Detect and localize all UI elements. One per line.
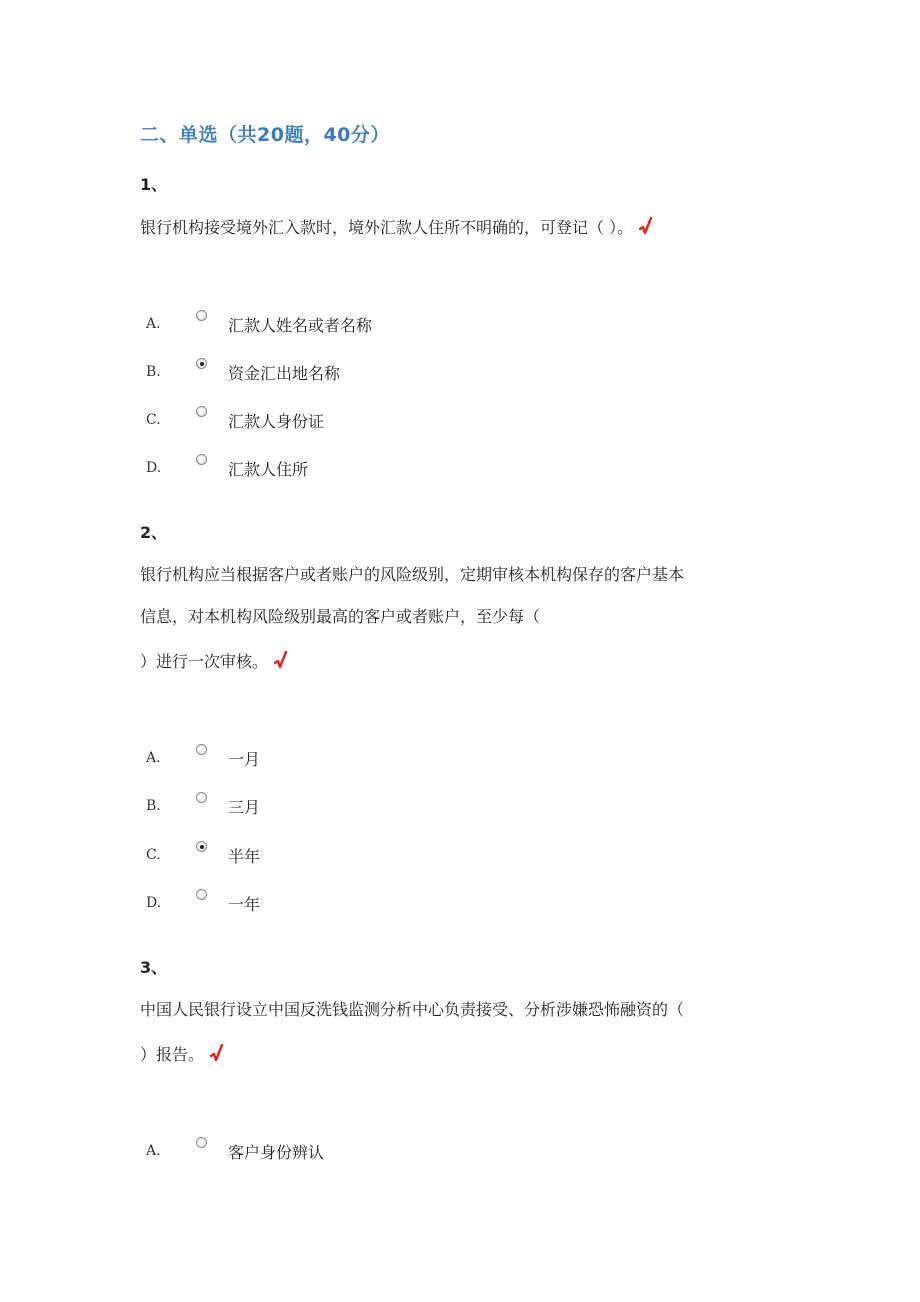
- question-text-line: [140, 216, 653, 244]
- check-mark-icon: [639, 217, 653, 244]
- radio-button[interactable]: [196, 406, 207, 417]
- option-letter: A.: [146, 1143, 161, 1159]
- option-letter: A.: [146, 750, 161, 766]
- question-text: ）报告。: [140, 1045, 205, 1064]
- radio-button[interactable]: [196, 889, 207, 900]
- check-mark-icon: [274, 651, 288, 678]
- question-text-line: [140, 650, 288, 678]
- question-number: 3、: [140, 958, 168, 977]
- option-label: 汇款人姓名或者名称: [228, 316, 373, 335]
- question-text-line: [140, 1043, 224, 1071]
- option-label: 一月: [228, 750, 261, 769]
- option-row[interactable]: [146, 744, 646, 774]
- option-row[interactable]: [146, 841, 646, 871]
- option-label: 汇款人住所: [228, 460, 309, 479]
- radio-button[interactable]: [196, 310, 207, 321]
- radio-button-selected[interactable]: [196, 841, 207, 852]
- option-row[interactable]: [146, 310, 646, 340]
- section-title: 二、单选（共20题，40分）: [140, 124, 390, 146]
- option-letter: C.: [146, 847, 161, 863]
- option-row[interactable]: [146, 792, 646, 822]
- question-number: 2、: [140, 523, 168, 542]
- option-letter: C.: [146, 412, 161, 428]
- radio-button[interactable]: [196, 454, 207, 465]
- radio-button[interactable]: [196, 792, 207, 803]
- option-row[interactable]: [146, 454, 646, 484]
- option-label: 一年: [228, 895, 261, 914]
- option-row[interactable]: [146, 406, 646, 436]
- option-label: 资金汇出地名称: [228, 364, 341, 383]
- option-row[interactable]: [146, 358, 646, 388]
- option-letter: D.: [146, 460, 162, 476]
- question-text: ）进行一次审核。: [140, 652, 269, 671]
- question-text-line: 信息，对本机构风险级别最高的客户或者账户，至少每（: [140, 607, 541, 626]
- radio-button-selected[interactable]: [196, 358, 207, 369]
- option-row[interactable]: [146, 889, 646, 919]
- option-label: 半年: [228, 847, 261, 866]
- check-mark-icon: [210, 1044, 224, 1071]
- radio-button[interactable]: [196, 1137, 207, 1148]
- option-row[interactable]: [146, 1137, 646, 1167]
- question-text: 银行机构接受境外汇入款时，境外汇款人住所不明确的，可登记（ ）。: [140, 218, 634, 237]
- option-label: 汇款人身份证: [228, 412, 325, 431]
- option-letter: A.: [146, 316, 161, 332]
- option-label: 客户身份辨认: [228, 1143, 325, 1162]
- option-letter: B.: [146, 798, 161, 814]
- option-letter: D.: [146, 895, 162, 911]
- radio-button[interactable]: [196, 744, 207, 755]
- question-text-line: 中国人民银行设立中国反洗钱监测分析中心负责接受、分析涉嫌恐怖融资的（: [140, 1000, 685, 1019]
- question-number: 1、: [140, 175, 168, 194]
- option-letter: B.: [146, 364, 161, 380]
- option-label: 三月: [228, 798, 261, 817]
- question-text-line: 银行机构应当根据客户或者账户的风险级别，定期审核本机构保存的客户基本: [140, 565, 685, 584]
